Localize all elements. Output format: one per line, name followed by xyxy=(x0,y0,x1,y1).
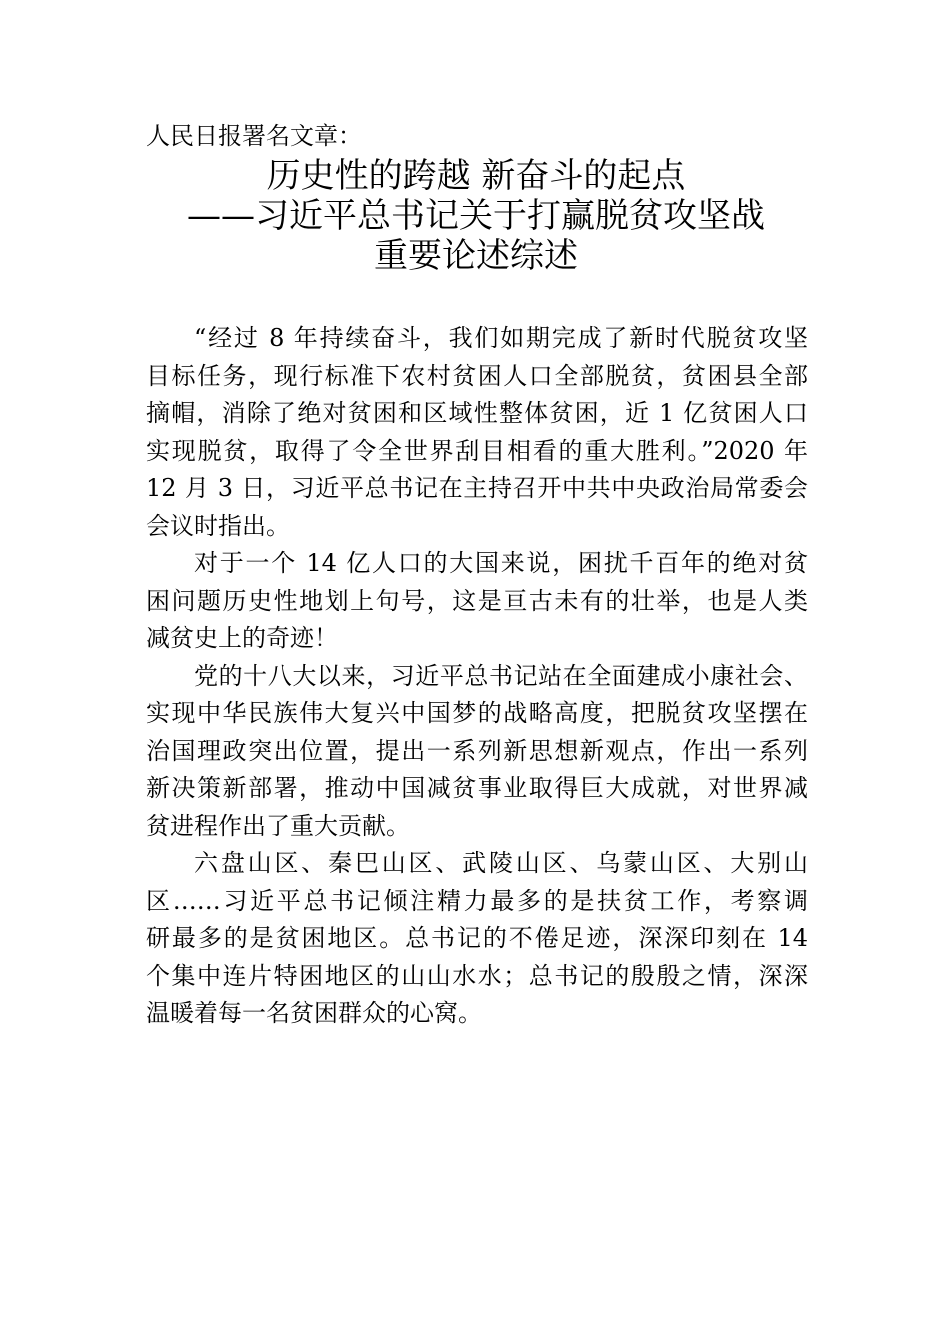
paragraph-line: 区……习近平总书记倾注精力最多的是扶贫工作，考察调 xyxy=(146,886,808,915)
paragraph-line: 目标任务，现行标准下农村贫困人口全部脱贫，贫困县全部 xyxy=(146,361,808,390)
document-page xyxy=(146,118,814,1033)
paragraph-line: 会议时指出。 xyxy=(146,511,290,540)
paragraph-line: 治国理政突出位置，提出一系列新思想新观点，作出一系列 xyxy=(146,736,808,765)
paragraph-line: 困问题历史性地划上句号，这是亘古未有的壮举，也是人类 xyxy=(146,586,808,615)
byline: 人民日报署名文章： xyxy=(146,122,362,150)
article-title xyxy=(146,156,806,276)
paragraph-1 xyxy=(146,320,808,545)
paragraph-3 xyxy=(146,658,808,846)
paragraph-line: 实现中华民族伟大复兴中国梦的战略高度，把脱贫攻坚摆在 xyxy=(146,699,808,727)
paragraph-2 xyxy=(146,545,808,658)
title-line-3: 重要论述综述 xyxy=(374,236,578,276)
paragraph-line: 研最多的是贫困地区。总书记的不倦足迹，深深印刻在 14 xyxy=(146,924,808,952)
title-line-1: 历史性的跨越 新奋斗的起点 xyxy=(266,156,686,196)
paragraph-line: 12 月 3 日，习近平总书记在主持召开中共中央政治局常委会 xyxy=(146,474,808,502)
paragraph-line: 温暖着每一名贫困群众的心窝。 xyxy=(146,999,482,1027)
title-line-2: ——习近平总书记关于打赢脱贫攻坚战 xyxy=(187,196,765,236)
paragraph-line: 个集中连片特困地区的山山水水；总书记的殷殷之情，深深 xyxy=(146,961,808,990)
article-body xyxy=(146,320,814,1033)
paragraph-line: 党的十八大以来，习近平总书记站在全面建成小康社会、 xyxy=(194,661,808,690)
paragraph-line: 六盘山区、秦巴山区、武陵山区、乌蒙山区、大别山 xyxy=(194,849,808,877)
paragraph-line: 实现脱贫，取得了令全世界刮目相看的重大胜利。”2020 年 xyxy=(146,436,808,465)
paragraph-line: 新决策新部署，推动中国减贫事业取得巨大成就，对世界减 xyxy=(146,774,808,802)
paragraph-4 xyxy=(146,845,808,1033)
paragraph-line: 摘帽，消除了绝对贫困和区域性整体贫困，近 1 亿贫困人口 xyxy=(146,399,808,427)
paragraph-line: 贫进程作出了重大贡献。 xyxy=(146,811,410,840)
paragraph-line: 减贫史上的奇迹！ xyxy=(146,624,338,652)
paragraph-line: “经过 8 年持续奋斗，我们如期完成了新时代脱贫攻坚 xyxy=(194,324,808,352)
paragraph-line: 对于一个 14 亿人口的大国来说，困扰千百年的绝对贫 xyxy=(194,549,808,577)
